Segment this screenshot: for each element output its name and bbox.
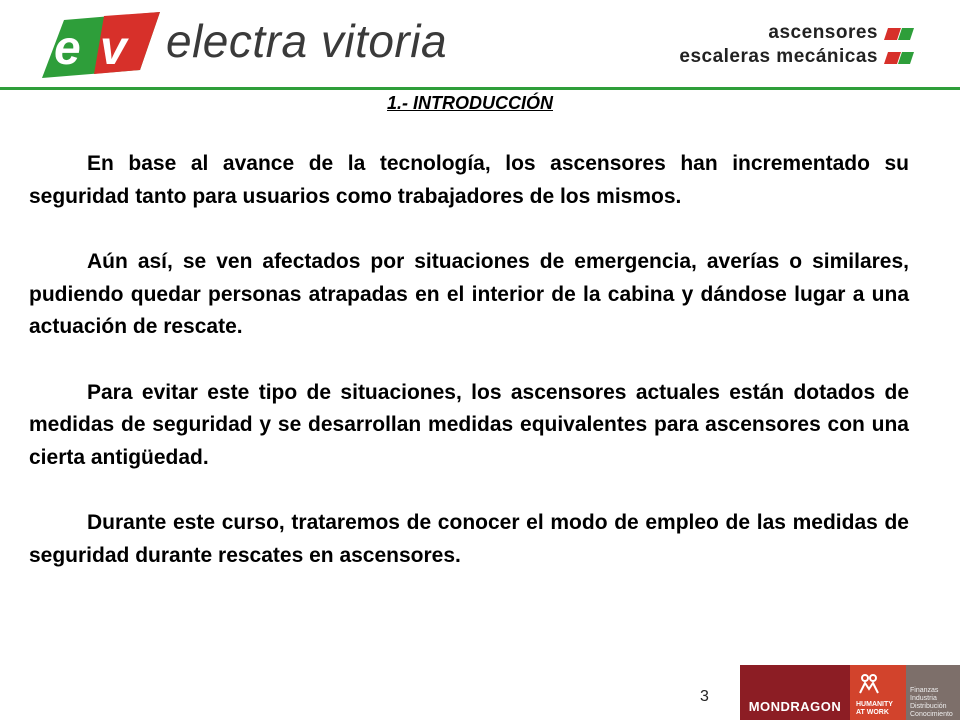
tagline-escaleras: escaleras mecánicas (679, 46, 878, 67)
sector-label: Conocimiento (910, 711, 953, 718)
header-divider (0, 87, 960, 90)
sectors-block (906, 665, 960, 720)
tagline-ascensores: ascensores (768, 22, 878, 43)
sector-label: Industria (910, 695, 937, 702)
humanity-at-work-block (850, 665, 906, 720)
mondragon-logo (740, 665, 960, 720)
body-text (29, 148, 909, 605)
sector-label: Distribución (910, 703, 947, 710)
at-work-label: AT WORK (856, 709, 889, 716)
svg-text:v: v (100, 22, 127, 75)
sector-label: Finanzas (910, 687, 939, 694)
humanity-label: HUMANITY (856, 701, 893, 708)
paragraph: En base al avance de la tecnología, los ascensores han incrementado su seguridad tanto para usuarios como trabajadores de los mismos. (29, 152, 909, 208)
paragraph: Aún así, se ven afectados por situaciones de emergencia, averías o similares, pudiendo quedar personas atrapadas en el interior de la cabina y dándose lugar a una actuación de rescate. (29, 250, 909, 338)
brand-name: electra vitoria (166, 15, 448, 67)
ev-logo-icon (42, 12, 162, 78)
flag-icon (884, 52, 914, 64)
section-title: 1.- INTRODUCCIÓN (387, 93, 553, 113)
paragraph: Para evitar este tipo de situaciones, los ascensores actuales están dotados de medidas de seguridad y se desarrollan medidas equivalentes para ascensores con una cierta antigüedad. (29, 380, 909, 469)
flag-icon (884, 28, 914, 40)
people-icon (858, 673, 880, 695)
mondragon-wordmark: MONDRAGON (740, 665, 850, 720)
paragraph: Durante este curso, trataremos de conocer el modo de empleo de las medidas de seguridad durante rescates en ascensores. (29, 511, 909, 567)
svg-text:e: e (54, 22, 81, 75)
page-number: 3 (700, 688, 709, 705)
